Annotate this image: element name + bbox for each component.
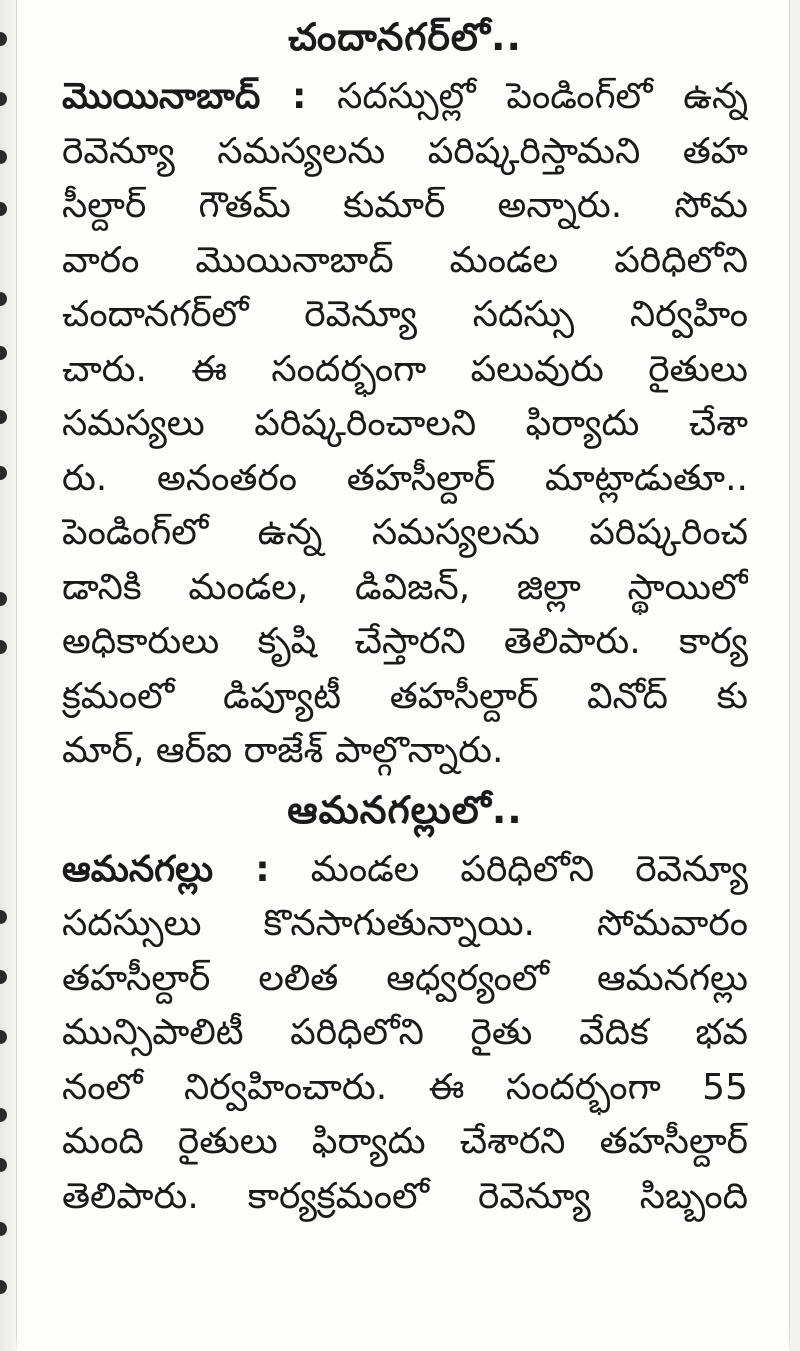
article-line: అధికారులు కృషి చేస్తారని తెలిపారు. కార్య xyxy=(62,621,748,662)
bullet-dot xyxy=(0,910,7,924)
article-line: సమస్యలు పరిష్కరించాలని ఫిర్యాదు చేశా xyxy=(62,403,748,444)
bullet-dot xyxy=(0,1158,7,1172)
article-column xyxy=(62,12,748,1224)
article-line: చందానగర్‌లో రెవెన్యూ సదస్సు నిర్వహిం xyxy=(62,294,748,335)
article-line: సదస్సులు కొనసాగుతున్నాయి. సోమవారం xyxy=(62,903,748,944)
article-line xyxy=(62,843,748,898)
article-line: మంది రైతులు ఫిర్యాదు చేశారని తహసీల్దార్ xyxy=(62,1121,748,1162)
article-line: పెండింగ్‌లో ఉన్న సమస్యలను పరిష్కరించ xyxy=(62,512,748,553)
article-line: మున్సిపాలిటీ పరిధిలోని రైతు వేదిక భవ xyxy=(62,1012,748,1053)
left-column-rule xyxy=(0,0,17,1351)
section-headline-amangal: ఆమనగల్లులో.. xyxy=(287,787,523,832)
article-line: నంలో నిర్వహించారు. ఈ సందర్భంగా 55 xyxy=(62,1066,748,1108)
bullet-dot xyxy=(0,346,7,360)
article-line: చారు. ఈ సందర్భంగా పలువురు రైతులు xyxy=(62,348,748,390)
article-text: మండల పరిధిలోని రెవెన్యూ xyxy=(269,848,748,890)
article-line: డానికి మండల, డివిజన్, జిల్లా స్థాయిలో xyxy=(62,566,748,608)
bullet-dot xyxy=(0,1030,7,1044)
dateline-moinabad: మొయినాబాద్ : xyxy=(62,76,307,117)
bullet-dot xyxy=(0,202,7,216)
article-line xyxy=(62,70,748,125)
bullet-dot xyxy=(0,32,7,46)
article-line: మార్, ఆర్‌ఐ రాజేశ్ పాల్గొన్నారు. xyxy=(62,730,504,771)
article-line: రు. అనంతరం తహసీల్దార్ మాట్లాడుతూ.. xyxy=(62,457,748,499)
bullet-dot xyxy=(0,970,7,984)
article-line: వారం మొయినాబాద్ మండల పరిధిలోని xyxy=(62,239,748,281)
article-line: తెలిపారు. కార్యక్రమంలో రెవెన్యూ సిబ్బంది xyxy=(62,1175,748,1217)
article-line: రెవెన్యూ సమస్యలను పరిష్కరిస్తామని తహ xyxy=(62,130,748,172)
section-headline-chandanagar: చందానగర్‌లో.. xyxy=(288,15,522,59)
bullet-dot xyxy=(0,592,7,606)
right-column-rule xyxy=(789,0,800,1351)
bullet-dot xyxy=(0,640,7,654)
article-line: క్రమంలో డిప్యూటీ తహసీల్దార్ వినోద్ కు xyxy=(62,675,748,717)
article-line: తహసీల్దార్ లలిత ఆధ్వర్యంలో ఆమనగల్లు xyxy=(62,957,748,999)
bullet-dot xyxy=(0,292,7,306)
bullet-dot xyxy=(0,92,7,106)
clipping-bottom-edge xyxy=(16,1333,790,1351)
bullet-dot xyxy=(0,410,7,424)
article-line: సీల్దార్ గౌతమ్ కుమార్ అన్నారు. సోమ xyxy=(62,185,748,226)
dateline-amangal: ఆమనగల్లు : xyxy=(62,848,270,890)
bullet-dot xyxy=(0,1222,7,1236)
bullet-dot xyxy=(0,1108,7,1122)
bullet-dot xyxy=(0,1280,7,1294)
article-text: సదస్సుల్లో పెండింగ్‌లో ఉన్న xyxy=(306,76,748,117)
bullet-dot xyxy=(0,150,7,164)
bullet-dot xyxy=(0,466,7,480)
